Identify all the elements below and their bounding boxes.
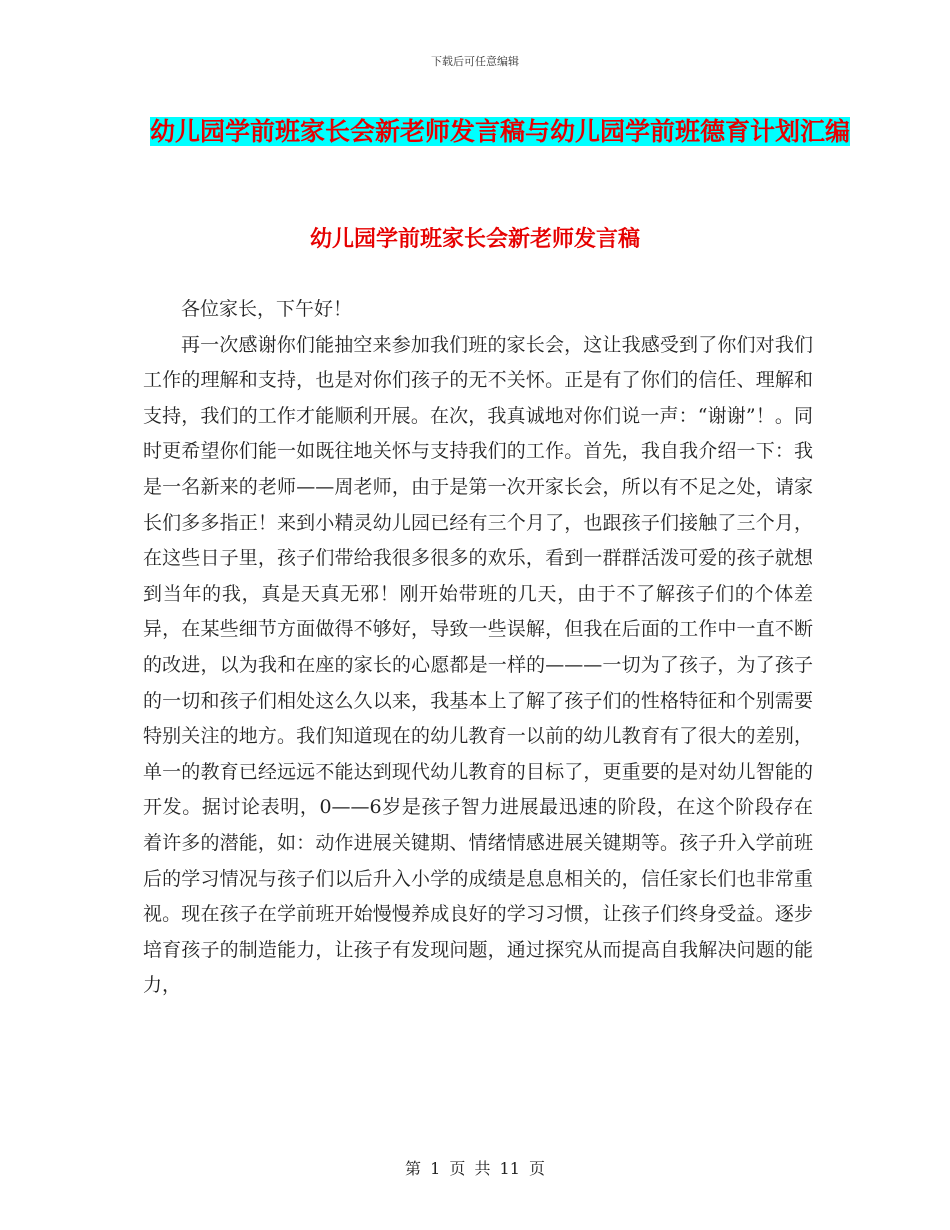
body-paragraph: 再一次感谢你们能抽空来参加我们班的家长会，这让我感受到了你们对我们工作的理解和支持，也是对你们孩子的无不关怀。正是有了你们的信任、理解和支持，我们的工作才能顺利开展。在次，我真诚地对你们说一声：“谢谢”！。同时更希望你们能一如既往地关怀与支持我们的工作。首先，我自我介绍一下：我是一名新来的老师——周老师，由于是第一次开家长会，所以有不足之处，请家长们多多指正！来到小精灵幼儿园已经有三个月了，也跟孩子们接触了三个月，在这些日子里，孩子们带给我很多很多的欢乐，看到一群群活泼可爱的孩子就想到当年的我，真是天真无邪！刚开始带班的几天，由于不了解孩子们的个体差异，在某些细节方面做得不够好，导致一些误解，但我在后面的工作中一直不断的改进，以为我和在座的家长的心愿都是一样的———一切为了孩子，为了孩子的一切和孩子们相处这么久以来，我基本上了解了孩子们的性格特征和个别需要特别关注的地方。我们知道现在的幼儿教育一以前的幼儿教育有了很大的差别，单一的教育已经远远不能达到现代幼儿教育的目标了，更重要的是对幼儿智能的开发。据讨论表明，0——6岁是孩子智力进展最迅速的阶段，在这个阶段存在着许多的潜能，如：动作进展关键期、情绪情感进展关键期等。孩子升入学前班后的学习情况与孩子们以后升入小学的成绩是息息相关的，信任家长们也非常重视。现在孩子在学前班开始慢慢养成良好的学习习惯，让孩子们终身受益。逐步培育孩子的制造能力，让孩子有发现问题，通过探究从而提高自我解决问题的能力，: [143, 333, 813, 997]
header-note: 下载后可任意编辑: [431, 55, 519, 68]
document-title: [150, 108, 850, 155]
greeting-paragraph: 各位家长，下午好！: [181, 298, 353, 320]
section-title: 幼儿园学前班家长会新老师发言稿: [309, 227, 640, 252]
page-number: 第 1 页 共 11 页: [405, 1159, 545, 1178]
document-title-text: 幼儿园学前班家长会新老师发言稿与幼儿园学前班德育计划汇编: [150, 117, 851, 146]
document-body: [143, 292, 813, 1004]
